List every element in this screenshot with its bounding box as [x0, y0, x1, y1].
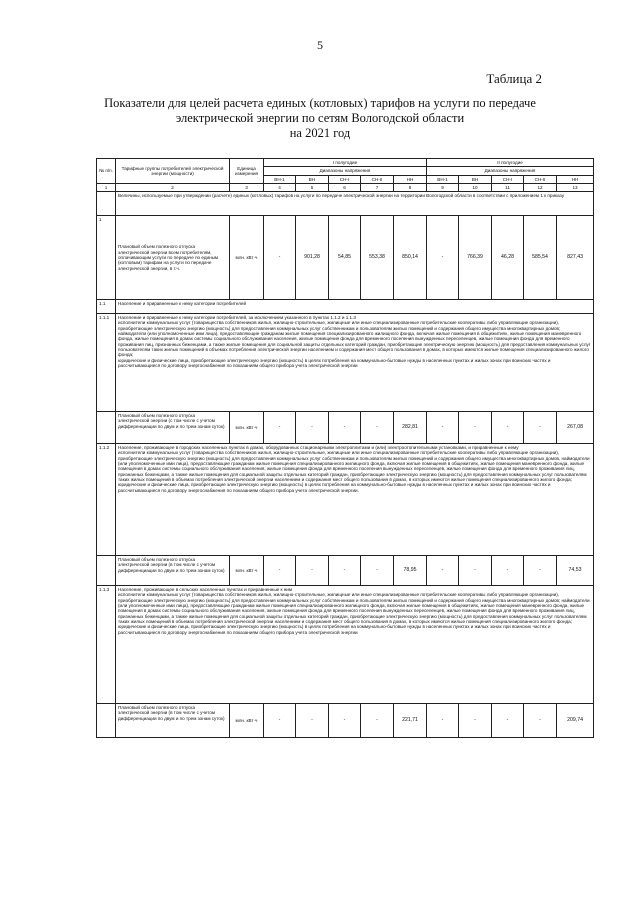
section-label: Население и приравненные к нему категории потребителей — [116, 300, 594, 314]
value-cell: - — [296, 412, 329, 444]
row-number: 1.1 — [97, 300, 116, 314]
column-number: 9 — [427, 183, 459, 191]
value-cell: 209,74 — [557, 704, 594, 738]
header-no: № п/п. — [97, 159, 116, 184]
tariff-table — [96, 158, 594, 738]
column-number: 3 — [230, 183, 264, 191]
column-number: 10 — [459, 183, 492, 191]
intro-no-cell — [97, 192, 116, 216]
value-cell: - — [329, 704, 361, 738]
value-cell: 221,71 — [394, 704, 427, 738]
header-row-1 — [97, 159, 594, 167]
value-cell: - — [524, 412, 557, 444]
value-cell: - — [264, 556, 296, 586]
value-cell: - — [459, 412, 492, 444]
column-number: 4 — [264, 183, 296, 191]
value-cell: - — [329, 412, 361, 444]
column-number: 5 — [296, 183, 329, 191]
column-numbers-row — [97, 183, 594, 191]
row-number-empty — [97, 556, 116, 586]
value-cell: - — [427, 412, 459, 444]
title-line-1: Показатели для целей расчета единых (котловых) тарифов на услуги по передаче — [104, 96, 536, 110]
header-groups: Тарифные группы потребителей электрической энергии (мощности) — [116, 159, 230, 184]
level-cell: СН-II — [524, 175, 557, 183]
value-cell: 850,14 — [394, 216, 427, 300]
column-number: 7 — [361, 183, 394, 191]
value-cell: - — [361, 412, 394, 444]
value-cell: 901,28 — [296, 216, 329, 300]
row-number: 1 — [97, 216, 116, 300]
row-unit: млн. кВт·ч — [230, 412, 264, 444]
value-cell: - — [459, 556, 492, 586]
row-unit: млн. кВт·ч — [230, 216, 264, 300]
header-half-2: II полугодие — [427, 159, 594, 167]
value-cell: - — [264, 704, 296, 738]
table-row — [97, 556, 594, 586]
row-number: 1.1.3 — [97, 586, 116, 704]
value-cell: - — [296, 556, 329, 586]
level-cell: ВН-1 — [264, 175, 296, 183]
row-label: Плановый объем полезного отпуска электрической энергии всем потребителям, оплачивающим услуги по передаче по единым (котловым) тарифам на услуги по передаче электрической энергии, в т.ч. — [116, 216, 230, 300]
row-unit: млн. кВт·ч — [230, 704, 264, 738]
value-cell: - — [524, 556, 557, 586]
section-text: Население, проживающее в городских населенных пунктах в домах, оборудованных стационарными электроплитами и (или) электроотопительными установками, и приравненные к нему исполнители коммунальных услуг (товарищества собственников жилья, жилищно-строительные, жилищные или иные специализированные потребительские кооперативы либо управляющие организации), приобретающие электрическую энергию (мощность) для предоставления коммунальных услуг собственникам и пользователям жилых помещений и содержания общего имущества многоквартирных домов, наймодатели (или уполномоченные ими лица), предоставляющие гражданам жилые помещения специализированного жилищного фонда, включая жилые помещения в общежитиях, жилые помещения маневренного фонда, жилые помещения в домах системы социального обслуживания населения, жилые помещения фонда для временного поселения вынужденных переселенцев, жилые помещения фонда для временного проживания лиц, признанных беженцами, а также жилые помещения для социальной защиты отдельных категорий граждан, приобретающие электрическую энергию (мощность) для предоставления коммунальных услуг пользователям таких жилых помещений в объемах потребления электрической энергии населением и содержания мест общего пользования в домах, в которых имеются жилые помещения специализированного жилого фонда; юридические и физические лица, приобретающие электрическую энергию (мощность) в целях потребления на коммунально-бытовые нужды в населенных пунктах и жилых зонах при воинских частях и рассчитывающиеся по договору энергоснабжения по показаниям общего прибора учета электрической энергии. — [116, 444, 594, 556]
value-cell: - — [427, 556, 459, 586]
value-cell: - — [427, 216, 459, 300]
title-line-3: на 2021 год — [289, 126, 351, 140]
row-number-empty — [97, 412, 116, 444]
header-unit: Единица измерения — [230, 159, 264, 184]
row-number: 1.1.1 — [97, 314, 116, 412]
value-cell: - — [329, 556, 361, 586]
value-cell: - — [427, 704, 459, 738]
table-row — [97, 704, 594, 738]
value-cell: 827,43 — [557, 216, 594, 300]
intro-row — [97, 192, 594, 216]
value-cell: - — [361, 556, 394, 586]
value-cell: 54,85 — [329, 216, 361, 300]
value-cell: 585,54 — [524, 216, 557, 300]
section-text: Население, проживающее в сельских населенных пунктах и приравненные к ним исполнители коммунальных услуг (товарищества собственников жилья, жилищно-строительные, жилищные или иные специализированные потребительские кооперативы либо управляющие организации), приобретающие электрическую энергию (мощность) для предоставления коммунальных услуг собственникам и пользователям жилых помещений и содержания общего имущества многоквартирных домов; наймодатели (или уполномоченные ими лица), предоставляющие гражданам жилые помещения специализированного жилищного фонда, включая жилые помещения в общежитиях, жилые помещения маневренного фонда, жилые помещения в домах системы социального обслуживания населения, жилые помещения фонда для временного поселения вынужденных переселенцев, жилые помещения фонда для временного проживания лиц, признанных беженцами, а также жилые помещения для социальной защиты отдельных категорий граждан, приобретающие электрическую энергию (мощность) для предоставления коммунальных услуг пользователям таких жилых помещений в объемах потребления электрической энергии населением и содержания мест общего пользования в домах, в которых имеются жилые помещения специализированного жилого фонда; юридические и физические лица, приобретающие электрическую энергию (мощность) в целях потребления на коммунально-бытовые нужды в населенных пунктах и жилых зонах при воинских частях и рассчитывающиеся по договору энергоснабжения по показаниям общего прибора учета электрической энергии — [116, 586, 594, 704]
column-number: 12 — [524, 183, 557, 191]
row-unit: млн. кВт·ч — [230, 556, 264, 586]
value-cell: 766,39 — [459, 216, 492, 300]
row-label: Плановый объем полезного отпуска электрической энергии (в том числе с учетом дифференциации по двум и по трем зонам суток) — [116, 556, 230, 586]
row-label: Плановый объем полезного отпуска электрической энергии (с том числе с учетом дифференциации по двум и по трем зонам суток) — [116, 412, 230, 444]
column-number: 8 — [394, 183, 427, 191]
value-cell: - — [492, 556, 524, 586]
row-number: 1.1.2 — [97, 444, 116, 556]
value-cell: - — [492, 704, 524, 738]
level-cell: СН-II — [361, 175, 394, 183]
level-cell: НН — [557, 175, 594, 183]
row-label: Плановый объем полезного отпуска электрической энергии (в том числе с учетом дифференциации по двум и по трем зонам суток) — [116, 704, 230, 738]
column-number: 6 — [329, 183, 361, 191]
section-row — [97, 300, 594, 314]
value-cell: 282,81 — [394, 412, 427, 444]
level-cell: НН — [394, 175, 427, 183]
header-half-1: I полугодие — [264, 159, 427, 167]
level-cell: СН-I — [492, 175, 524, 183]
value-cell: 553,38 — [361, 216, 394, 300]
level-cell: ВН — [296, 175, 329, 183]
value-cell: - — [361, 704, 394, 738]
section-text: Население и приравненные к нему категории потребителей, за исключением указанного в пунктах 1.1.2 и 1.1.3 исполнители коммунальных услуг (товарищества собственников жилья, жилищно-строительные, жилищные или иные специализированные потребительские кооперативы либо управляющие организации), приобретающие электрическую энергию (мощность) для предоставления коммунальных услуг собственникам и пользователям жилых помещений и содержания общего имущества многоквартирных домов; наймодатели (или уполномоченные ими лица), предоставляющие гражданам жилые помещения специализированного жилищного фонда, включая жилые помещения в общежитиях, жилые помещения маневренного фонда, жилые помещения в домах системы социального обслуживания населения, жилые помещения фонда для временного поселения вынужденных переселенцев, жилые помещения фонда для временного проживания лиц, признанных беженцами, а также жилые помещения для социальной защиты отдельных категорий граждан, приобретающие электрическую энергию (мощность) для предоставления коммунальных услуг пользователям таких жилых помещений в объемах потребления электрической энергии населением и содержания мест общего пользования в домах, в которых имеются жилые помещения специализированного жилого фонда; юридические и физические лица, приобретающие электрическую энергию (мощность) в целях потребления на коммунально-бытовые нужды в населенных пунктах и жилых зонах при воинских частях и рассчитывающиеся по договору энергоснабжения по показаниям общего прибора учета электрической энергии — [116, 314, 594, 412]
value-cell: - — [264, 216, 296, 300]
table-row — [97, 412, 594, 444]
page-number: 5 — [317, 38, 323, 52]
value-cell: 267,08 — [557, 412, 594, 444]
column-number: 13 — [557, 183, 594, 191]
value-cell: - — [296, 704, 329, 738]
row-number-empty — [97, 704, 116, 738]
table-row — [97, 216, 594, 300]
level-cell: ВН — [459, 175, 492, 183]
title-line-2: электрической энергии по сетям Вологодской области — [175, 111, 465, 125]
intro-text: Величины, используемые при утверждении (расчете) единых (котловых) тарифов на услуги по передаче электрической энергии на территории Вологодской области в соответствии с приложением 1 к приказу — [116, 192, 594, 216]
section-row — [97, 586, 594, 704]
value-cell: - — [492, 412, 524, 444]
header-ranges-2: Диапазоны напряжения — [427, 167, 594, 175]
header-ranges-1: Диапазоны напряжения — [264, 167, 427, 175]
table-caption: Таблица 2 — [486, 71, 542, 86]
column-number: 2 — [116, 183, 230, 191]
level-cell: СН-I — [329, 175, 361, 183]
value-cell: 78,95 — [394, 556, 427, 586]
value-cell: 74,53 — [557, 556, 594, 586]
value-cell: 46,28 — [492, 216, 524, 300]
value-cell: - — [459, 704, 492, 738]
section-row — [97, 444, 594, 556]
section-row — [97, 314, 594, 412]
document-title — [60, 96, 580, 141]
level-cell: ВН-1 — [427, 175, 459, 183]
value-cell: - — [264, 412, 296, 444]
value-cell: - — [524, 704, 557, 738]
column-number: 11 — [492, 183, 524, 191]
column-number: 1 — [97, 183, 116, 191]
